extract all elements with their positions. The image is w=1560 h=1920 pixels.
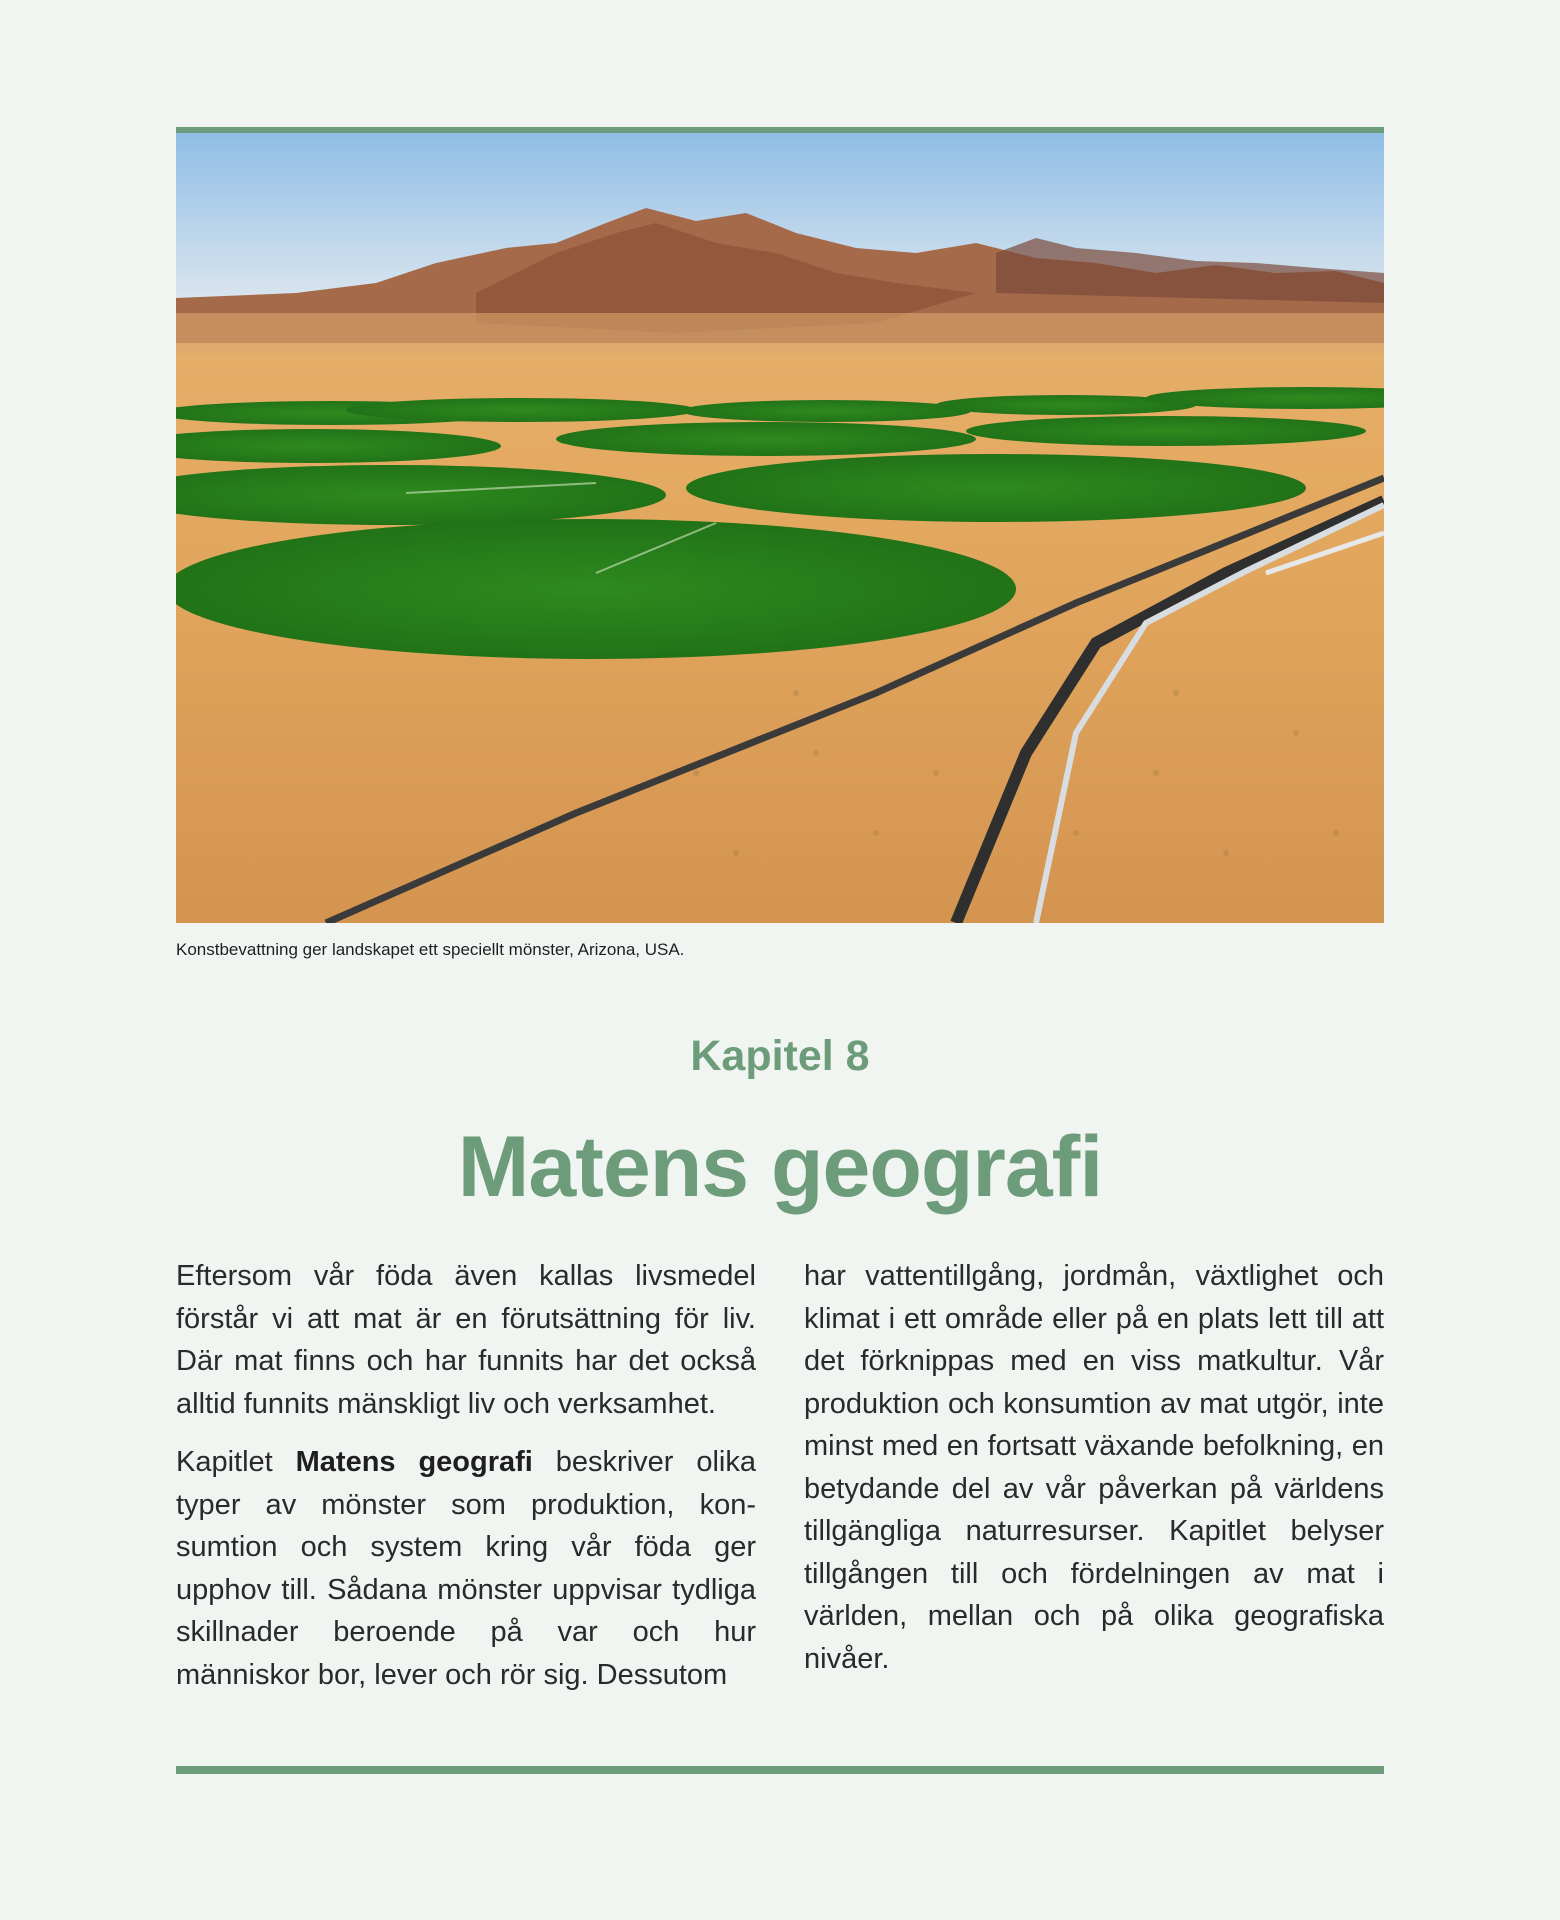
body-column-right bbox=[804, 1255, 1384, 1696]
paragraph-text: Kapitlet bbox=[176, 1446, 296, 1478]
bottom-rule bbox=[176, 1766, 1384, 1774]
emphasis-chapter-name: Matens geografi bbox=[295, 1446, 533, 1478]
paragraph: har vattentillgång, jordmån, växtlighet och klimat i ett område eller på en plats lett till att det förknippas med en viss matkultur. Vår produktion och konsumtion av mat utgör, inte minst med en fortsatt växande befolkning, en betydande del av vår påverkan på världens tillgängliga naturresurser. Kapitlet belyser tillgången till och fördelningen av mat i världen, mellan och på olika geografiska nivåer. bbox=[804, 1260, 1384, 1675]
body-column-left bbox=[176, 1255, 756, 1712]
aerial-desert-irrigation-photo bbox=[176, 133, 1384, 923]
chapter-title: Matens geografi bbox=[457, 1119, 1103, 1215]
paragraph bbox=[176, 1441, 756, 1696]
paragraph: Eftersom vår föda även kallas livsmedel förstår vi att mat är en förutsättning för liv. Där mat finns och har funnits har det också alltid funnits mänskligt liv och verksamhet. bbox=[176, 1260, 756, 1420]
paragraph-text: beskriver olika typer av mönster som produktion, konsumtion och system kring vår föda ger upphov till. Sådana mönster uppvisar tydliga skillnader beroende på var och hur människor bor, lever och rör sig. Dessutom bbox=[176, 1446, 756, 1691]
photo-caption: Konstbevattning ger landskapet ett speciellt mönster, Arizona, USA. bbox=[176, 940, 685, 959]
chapter-number: Kapitel 8 bbox=[690, 1032, 870, 1080]
